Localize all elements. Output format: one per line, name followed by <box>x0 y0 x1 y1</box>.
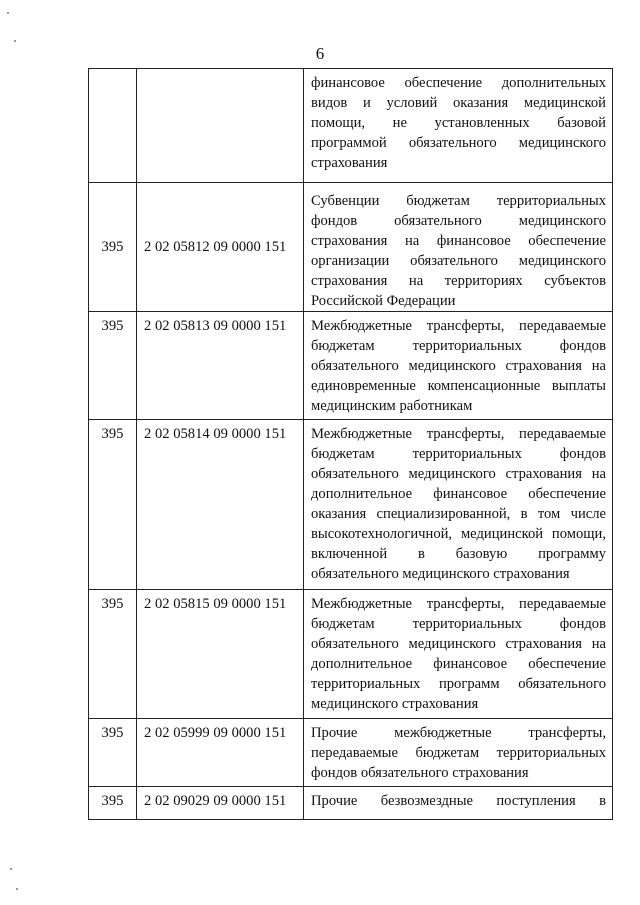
revenue-codes-table <box>88 68 613 820</box>
admin-code-cell <box>89 69 137 183</box>
table-body <box>89 69 613 820</box>
table-row <box>89 420 613 590</box>
admin-code: 395 <box>101 596 124 612</box>
table-row <box>89 69 613 183</box>
table-row <box>89 787 613 820</box>
table-row <box>89 590 613 719</box>
admin-code-cell <box>89 312 137 420</box>
admin-code: 395 <box>101 426 124 442</box>
revenue-description: финансовое обеспечение дополнительных видов и условий оказания медицинской помощи, не установленных базовой программой обязательного медицинского страхования <box>311 75 606 171</box>
budget-code: 2 02 05999 09 0000 151 <box>144 725 287 741</box>
description-cell <box>304 69 613 183</box>
admin-code-cell <box>89 420 137 590</box>
admin-code: 395 <box>101 318 124 334</box>
budget-code-cell <box>137 787 304 820</box>
revenue-description: Субвенции бюджетам территориальных фондов обязательного медицинского страхования на финансовое обеспечение организации обязательного медицинского страхования на территориях субъектов Российской Федерации <box>311 193 606 309</box>
admin-code: 395 <box>101 239 124 255</box>
budget-code-cell <box>137 183 304 312</box>
description-cell <box>304 590 613 719</box>
table-row <box>89 719 613 787</box>
budget-code-cell <box>137 719 304 787</box>
budget-code: 2 02 05814 09 0000 151 <box>144 426 287 442</box>
scan-speck <box>14 40 16 42</box>
admin-code-cell <box>89 183 137 312</box>
revenue-description: Межбюджетные трансферты, передаваемые бюджетам территориальных фондов обязательного медицинского страхования на дополнительное финансовое обеспечение территориальных программ обязательного медицинского страхования <box>311 596 606 712</box>
description-cell <box>304 719 613 787</box>
admin-code: 395 <box>101 793 124 809</box>
budget-code: 2 02 05815 09 0000 151 <box>144 596 287 612</box>
admin-code-cell <box>89 787 137 820</box>
revenue-description: Межбюджетные трансферты, передаваемые бюджетам территориальных фондов обязательного медицинского страхования на единовременные компенсационные выплаты медицинским работникам <box>311 318 606 414</box>
description-cell <box>304 312 613 420</box>
budget-code-cell <box>137 69 304 183</box>
scan-speck <box>16 888 18 890</box>
description-cell <box>304 787 613 820</box>
budget-code-cell <box>137 590 304 719</box>
scan-speck <box>7 12 9 14</box>
budget-code-cell <box>137 312 304 420</box>
revenue-description: Прочие безвозмездные поступления в <box>311 793 606 809</box>
admin-code-cell <box>89 590 137 719</box>
revenue-description: Межбюджетные трансферты, передаваемые бюджетам территориальных фондов обязательного медицинского страхования на дополнительное финансовое обеспечение оказания специализированной, в том числе высокотехнологичной, медицинской помощи, включенной в базовую программу обязательного медицинского страхования <box>311 426 606 582</box>
description-cell <box>304 183 613 312</box>
budget-code: 2 02 05812 09 0000 151 <box>144 239 287 255</box>
table-row <box>89 183 613 312</box>
page-number: 6 <box>315 44 325 63</box>
revenue-description: Прочие межбюджетные трансферты, передаваемые бюджетам территориальных фондов обязательного страхования <box>311 725 606 781</box>
budget-code: 2 02 05813 09 0000 151 <box>144 318 287 334</box>
admin-code: 395 <box>101 725 124 741</box>
admin-code-cell <box>89 719 137 787</box>
scan-speck <box>10 868 12 870</box>
description-cell <box>304 420 613 590</box>
table-row <box>89 312 613 420</box>
budget-code: 2 02 09029 09 0000 151 <box>144 793 287 809</box>
budget-code-cell <box>137 420 304 590</box>
